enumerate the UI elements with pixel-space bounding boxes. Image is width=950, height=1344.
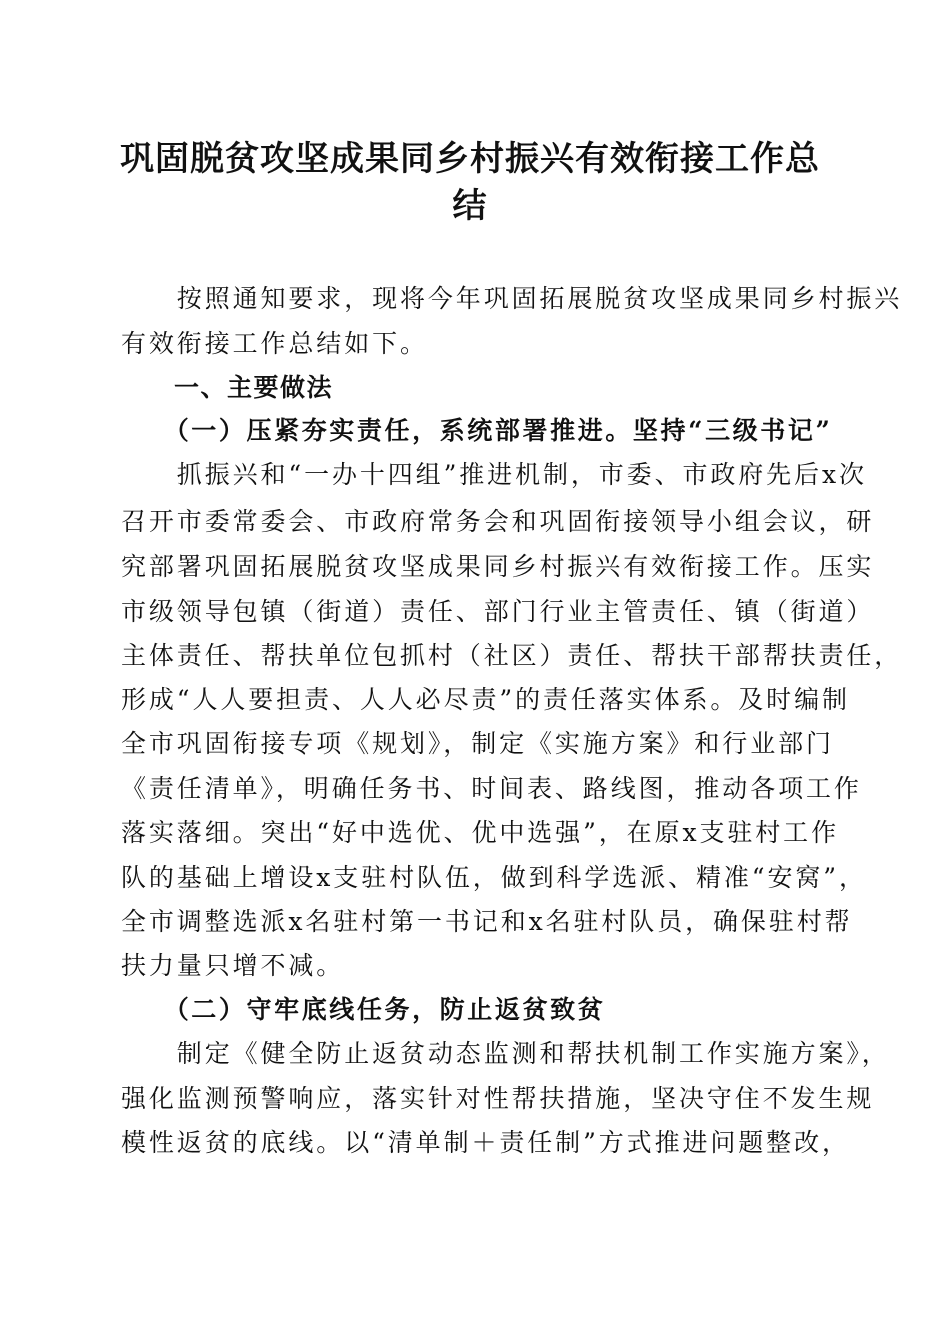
paragraph-line: 全市调整选派x名驻村第一书记和x名驻村队员，确保驻村帮 [121, 907, 853, 936]
paragraph-line: 全市巩固衔接专项《规划》，制定《实施方案》和行业部门 [121, 729, 834, 758]
paragraph-line: 召开市委常委会、市政府常务会和巩固衔接领导小组会议，研 [121, 507, 875, 536]
paragraph-line: 抓振兴和“一办十四组”推进机制，市委、市政府先后x次 [121, 460, 867, 489]
subsection-heading: （一）压紧夯实责任，系统部署推进。坚持“三级书记” [121, 416, 833, 445]
paragraph-line: 市级领导包镇（街道）责任、部门行业主管责任、镇（街道） [121, 597, 875, 626]
title-line-1: 巩固脱贫攻坚成果同乡村振兴有效衔接工作总 [120, 139, 820, 179]
section-heading: 一、主要做法 [121, 373, 334, 402]
subsection-heading: （二）守牢底线任务，防止返贫致贫 [121, 995, 606, 1024]
paragraph-line: 《责任清单》，明确任务书、时间表、路线图，推动各项工作 [121, 774, 862, 803]
paragraph-line: 队的基础上增设x支驻村队伍，做到科学选派、精准“安窝”， [121, 863, 867, 892]
paragraph-line: 按照通知要求，现将今年巩固拓展脱贫攻坚成果同乡村振兴 [121, 284, 903, 313]
paragraph-line: 形成“人人要担责、人人必尽责”的责任落实体系。及时编制 [121, 685, 850, 714]
title-line-2: 结 [452, 186, 488, 226]
document-title [100, 136, 840, 230]
paragraph-line: 落实落细。突出“好中选优、优中选强”，在原x支驻村工作 [121, 818, 839, 847]
paragraph-line: 主体责任、帮扶单位包抓村（社区）责任、帮扶干部帮扶责任， [121, 641, 903, 670]
paragraph-line: 究部署巩固拓展脱贫攻坚成果同乡村振兴有效衔接工作。压实 [121, 552, 875, 581]
paragraph-line: 强化监测预警响应，落实针对性帮扶措施，坚决守住不发生规 [121, 1084, 875, 1113]
paragraph-line: 有效衔接工作总结如下。 [121, 329, 428, 358]
paragraph-line: 模性返贫的底线。以“清单制＋责任制”方式推进问题整改， [121, 1128, 850, 1157]
paragraph-line: 制定《健全防止返贫动态监测和帮扶机制工作实施方案》， [121, 1039, 890, 1068]
paragraph-line: 扶力量只增不减。 [121, 951, 345, 980]
